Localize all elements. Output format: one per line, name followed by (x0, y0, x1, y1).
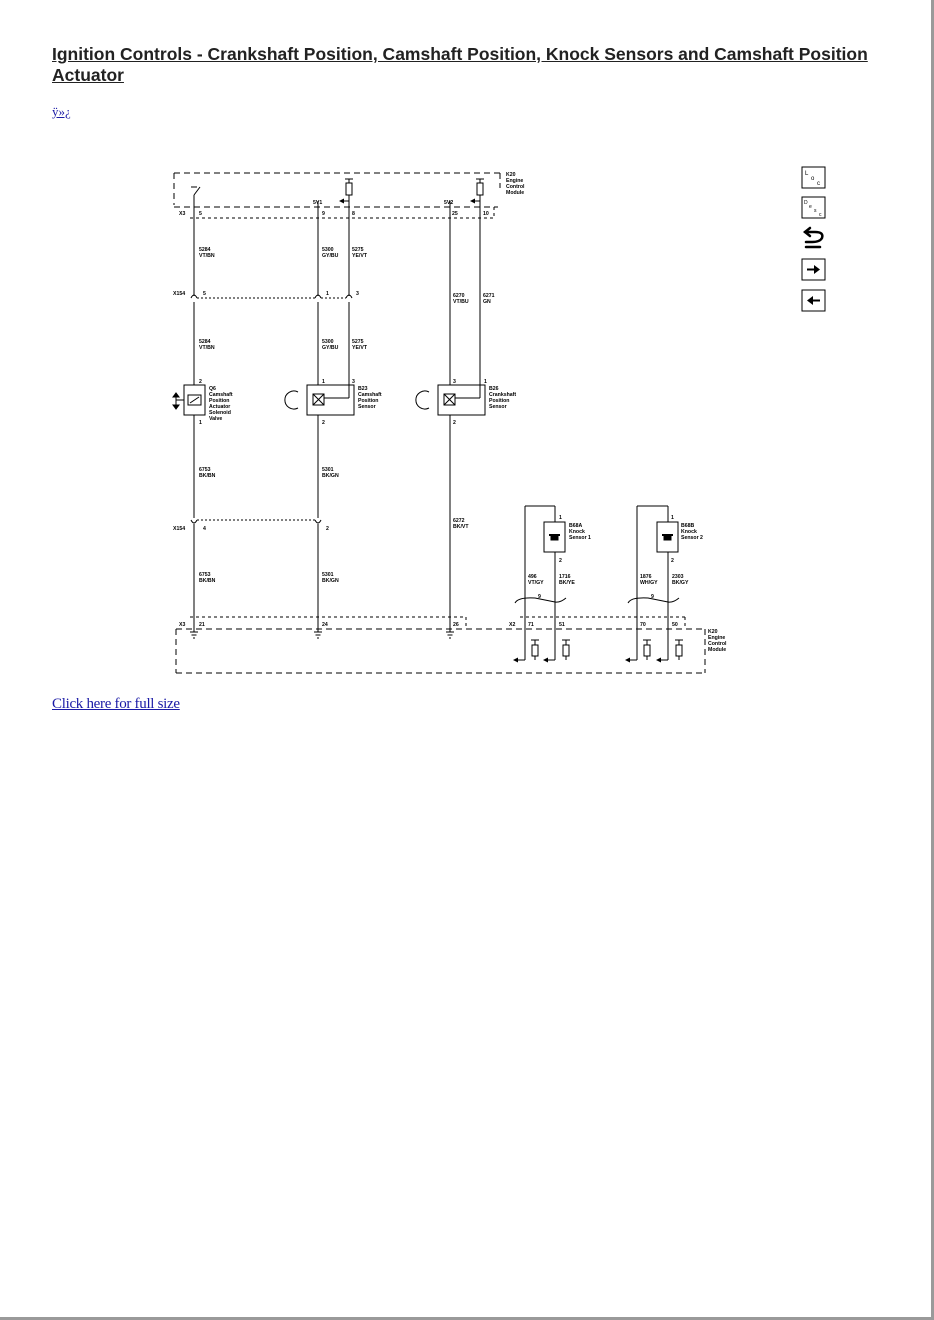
pin-label: 1 (559, 515, 562, 521)
svg-text:s: s (814, 208, 817, 214)
pin-label: 50 (672, 622, 678, 628)
b68b-label (681, 523, 703, 541)
wire-label (352, 339, 368, 351)
svg-text:K20: K20 (506, 172, 516, 178)
svg-text:K20: K20 (708, 629, 718, 635)
svg-text:Knock: Knock (681, 529, 697, 535)
wire-label (199, 572, 216, 584)
svg-text:BK/GN: BK/GN (322, 473, 339, 479)
pin-label: 2 (559, 558, 562, 564)
svg-text:Q6: Q6 (209, 386, 216, 392)
pin-label: 26 (453, 622, 459, 628)
return-link[interactable]: ÿ»¿ (52, 104, 71, 119)
svg-text:GY/BU: GY/BU (322, 345, 339, 351)
pin-label: 9 (322, 211, 325, 217)
svg-text:496: 496 (528, 574, 537, 580)
pin-label: 5 (199, 211, 202, 217)
pin-label: 71 (528, 622, 534, 628)
wire-label (453, 293, 469, 305)
pin-label: 24 (322, 622, 328, 628)
svg-text:Sensor: Sensor (358, 404, 376, 410)
svg-text:Engine: Engine (708, 635, 726, 641)
wire-label (559, 574, 575, 586)
connector-x2-label: X2 (509, 622, 516, 628)
connector-view-button[interactable] (801, 226, 827, 250)
svg-text:6272: 6272 (453, 518, 465, 524)
svg-text:Control: Control (506, 184, 525, 190)
svg-text:Valve: Valve (209, 416, 223, 422)
svg-text:VT/GY: VT/GY (528, 580, 544, 586)
svg-text:o: o (811, 176, 815, 182)
svg-text:B68B: B68B (681, 523, 695, 529)
ground-symbols (190, 632, 454, 638)
b23-sensor-symbol (285, 385, 354, 415)
wire-label (199, 247, 215, 259)
pin-label: 3 (352, 379, 355, 385)
svg-text:2303: 2303 (672, 574, 684, 580)
pin-label: 1 (326, 291, 329, 297)
svg-text:Engine: Engine (506, 178, 524, 184)
b26-sensor-symbol (416, 385, 485, 415)
page-title: Ignition Controls - Crankshaft Position, Camshaft Position, Knock Sensors and Camshaft Position Actuator (52, 44, 868, 85)
wire-label (322, 572, 339, 584)
wire-label (322, 247, 339, 259)
next-button[interactable] (802, 259, 825, 280)
svg-text:1716: 1716 (559, 574, 571, 580)
svg-text:Crankshaft: Crankshaft (489, 392, 517, 398)
bottom-module-boundary (176, 617, 705, 673)
svg-text:BK/BN: BK/BN (199, 578, 216, 584)
svg-text:Control: Control (708, 641, 727, 647)
wire-label (672, 574, 689, 586)
svg-text:Knock: Knock (569, 529, 585, 535)
svg-text:VT/BN: VT/BN (199, 345, 215, 351)
circuit-wires (194, 200, 480, 632)
svg-text:WH/GY: WH/GY (640, 580, 658, 586)
svg-text:BK/VT: BK/VT (453, 524, 469, 530)
wire-label (352, 247, 368, 259)
svg-text:Position: Position (489, 398, 510, 404)
pin-label: 1 (671, 515, 674, 521)
svg-text:VT/BN: VT/BN (199, 253, 215, 259)
svg-text:GY/BU: GY/BU (322, 253, 339, 259)
pin-label: 5 (203, 291, 206, 297)
svg-text:5301: 5301 (322, 572, 334, 578)
svg-text:Camshaft: Camshaft (209, 392, 233, 398)
q6-label (209, 386, 233, 422)
wire-label (528, 574, 544, 586)
b26-label (489, 386, 516, 410)
svg-text:L: L (805, 171, 809, 177)
svg-text:Position: Position (358, 398, 379, 404)
pin-label: 2 (322, 420, 325, 426)
svg-text:BK/GN: BK/GN (322, 578, 339, 584)
connector-x3-top-label: X3 (179, 211, 186, 217)
svg-text:BK/YE: BK/YE (559, 580, 575, 586)
wire-label (483, 293, 495, 305)
wire-label (322, 339, 339, 351)
svg-text:6270: 6270 (453, 293, 465, 299)
bottom-module-label (708, 629, 727, 653)
svg-text:Module: Module (708, 647, 727, 653)
supply-5v2-label: 5V2 (444, 200, 454, 206)
pin-label: 21 (199, 622, 205, 628)
svg-text:c: c (817, 181, 820, 187)
svg-text:Module: Module (506, 190, 525, 196)
pullup-resistor-2 (471, 179, 484, 201)
desc-button[interactable] (802, 197, 825, 218)
pin-label: 2 (326, 526, 329, 532)
svg-text:B68A: B68A (569, 523, 583, 529)
pin-label: 2 (453, 420, 456, 426)
svg-text:Camshaft: Camshaft (358, 392, 382, 398)
b68a-label (569, 523, 591, 541)
svg-text:5300: 5300 (322, 339, 334, 345)
svg-text:6271: 6271 (483, 293, 495, 299)
svg-text:Sensor: Sensor (489, 404, 507, 410)
svg-text:5275: 5275 (352, 247, 364, 253)
pin-label: 3 (356, 291, 359, 297)
svg-text:BK/GY: BK/GY (672, 580, 689, 586)
pullup-resistor-1 (340, 179, 353, 201)
pin-label: 70 (640, 622, 646, 628)
svg-text:1876: 1876 (640, 574, 652, 580)
pin-label: 1 (199, 420, 202, 426)
svg-text:B23: B23 (358, 386, 368, 392)
svg-text:BK/BN: BK/BN (199, 473, 216, 479)
pin-label: 1 (322, 379, 325, 385)
pin-label: 8 (352, 211, 355, 217)
svg-text:D: D (804, 200, 808, 206)
svg-text:VT/BU: VT/BU (453, 299, 469, 305)
connector-x154-top-label: X154 (173, 291, 186, 297)
b23-label (358, 386, 382, 410)
knock-input-resistors-1 (514, 640, 570, 660)
pin-label: 3 (453, 379, 456, 385)
svg-text:5300: 5300 (322, 247, 334, 253)
svg-text:Actuator: Actuator (209, 404, 231, 410)
previous-button[interactable] (802, 290, 825, 311)
pin-label: 2 (671, 558, 674, 564)
svg-text:5284: 5284 (199, 339, 211, 345)
wire-label (640, 574, 658, 586)
svg-text:Position: Position (209, 398, 230, 404)
connector-x3-bottom-label: X3 (179, 622, 186, 628)
svg-text:5301: 5301 (322, 467, 334, 473)
wire-label (199, 339, 215, 351)
connector-x154-bottom-label: X154 (173, 526, 186, 532)
switch-symbol (191, 187, 200, 200)
full-size-link[interactable]: Click here for full size (52, 696, 180, 712)
twist-label: 9 (538, 594, 541, 600)
top-module-label (506, 172, 525, 196)
pin-label: 2 (199, 379, 202, 385)
svg-text:Sensor 2: Sensor 2 (681, 535, 703, 541)
svg-text:B26: B26 (489, 386, 499, 392)
pin-label: 51 (559, 622, 565, 628)
q6-solenoid-symbol (173, 385, 205, 415)
knock-input-resistors-2 (626, 640, 683, 660)
svg-text:6753: 6753 (199, 572, 211, 578)
wire-label (453, 518, 469, 530)
pin-label: 1 (484, 379, 487, 385)
supply-5v1-label: 5V1 (313, 200, 323, 206)
twist-label: 9 (651, 594, 654, 600)
svg-text:e: e (809, 204, 812, 210)
svg-text:GN: GN (483, 299, 491, 305)
svg-text:6753: 6753 (199, 467, 211, 473)
svg-text:c: c (819, 212, 822, 218)
svg-text:5275: 5275 (352, 339, 364, 345)
svg-text:YE/VT: YE/VT (352, 253, 367, 259)
wire-label (199, 467, 216, 479)
pin-label: 4 (203, 526, 206, 532)
loc-button[interactable] (802, 167, 825, 188)
svg-text:Sensor 1: Sensor 1 (569, 535, 591, 541)
wire-label (322, 467, 339, 479)
pin-label: 10 (483, 211, 489, 217)
svg-text:YE/VT: YE/VT (352, 345, 367, 351)
svg-text:5284: 5284 (199, 247, 211, 253)
svg-text:Solenoid: Solenoid (209, 410, 231, 416)
pin-label: 25 (452, 211, 458, 217)
